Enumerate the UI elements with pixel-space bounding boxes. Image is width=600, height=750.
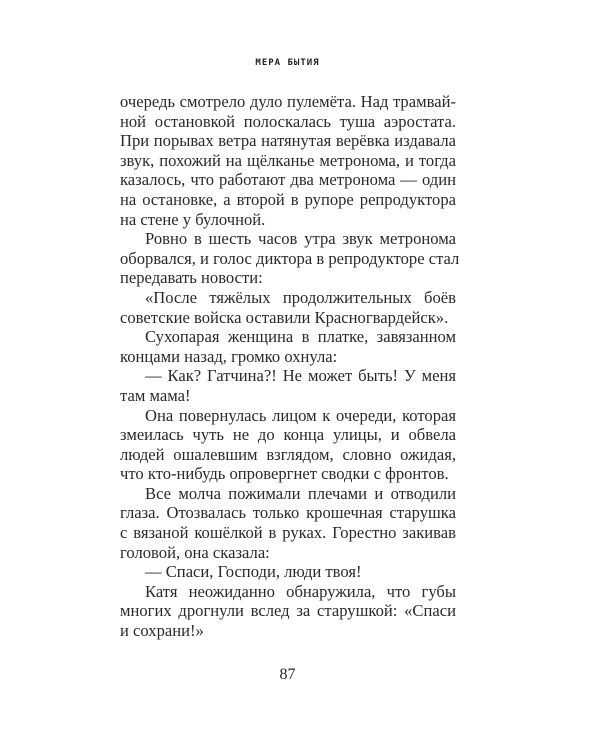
text-line: «После тяжёлых продолжительных боёв bbox=[145, 287, 456, 307]
text-line: советские войска оставили Красногвардейск». bbox=[120, 307, 449, 327]
text-line: — Спаси, Господи, люди твоя! bbox=[145, 562, 362, 582]
text-line: Она повернулась лицом к очереди, которая bbox=[145, 405, 456, 425]
text-line: звук, похожий на щёлканье метронома, и тогда bbox=[120, 150, 456, 170]
text-line: оборвался, и голос диктора в репродукторе стал bbox=[120, 248, 460, 268]
text-line: Ровно в шесть часов утра звук метронома bbox=[145, 229, 456, 249]
text-line: с вязаной кошёлкой в руках. Горестно закивав bbox=[120, 523, 456, 543]
text-line: При порывах ветра натянутая верёвка издавала bbox=[120, 131, 456, 151]
text-line: змеилась чуть не до конца улицы, и обвела bbox=[120, 425, 456, 445]
text-line: Катя неожиданно обнаружила, что губы bbox=[145, 581, 456, 601]
text-line: людей ошалевшим взглядом, словно ожидая, bbox=[120, 444, 456, 464]
page-number: 87 bbox=[279, 666, 296, 683]
text-line: многих дрогнули вслед за старушкой: «Спаси bbox=[120, 601, 456, 621]
text-line: очередь смотрело дуло пулемёта. Над трамвай- bbox=[120, 92, 456, 111]
body-text bbox=[120, 92, 460, 641]
text-line: концами назад, громко охнула: bbox=[120, 346, 338, 366]
text-line: Все молча пожимали плечами и отводили bbox=[145, 483, 456, 503]
text-line: — Как? Гатчина?! Не может быть! У меня bbox=[145, 366, 456, 386]
text-line: передавать новости: bbox=[120, 268, 263, 288]
text-line: на стене у булочной. bbox=[120, 209, 266, 229]
text-line: на остановке, а второй в рупоре репродуктора bbox=[120, 189, 456, 209]
text-line: головой, она сказала: bbox=[120, 542, 270, 562]
text-line: что кто-нибудь опровергнет сводки с фронтов. bbox=[120, 464, 449, 484]
text-line: казалось, что работают два метронома — один bbox=[120, 170, 456, 190]
text-line: и сохрани!» bbox=[120, 621, 204, 641]
text-line: глаза. Отозвалась только крошечная старушка bbox=[120, 503, 456, 523]
text-line: Сухопарая женщина в платке, завязанном bbox=[145, 327, 456, 347]
running-header: МЕРА БЫТИЯ bbox=[255, 58, 320, 68]
text-line: ной остановкой полоскалась туша аэростата. bbox=[120, 111, 456, 131]
text-line: там мама! bbox=[120, 385, 191, 405]
